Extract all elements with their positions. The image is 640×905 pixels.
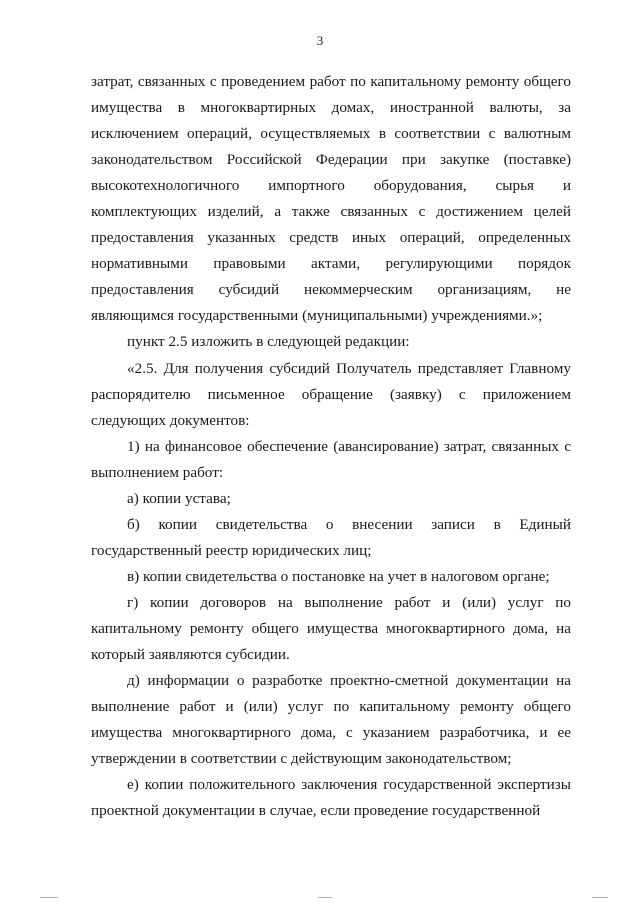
paragraph-clause-2-5: «2.5. Для получения субсидий Получатель представляет Главному распорядителю письменное обращение (заявку) с приложением следующих документов: <box>91 359 571 429</box>
scan-mark <box>592 897 608 898</box>
paragraph-item-a: а) копии устава; <box>127 489 231 507</box>
document-body <box>91 69 571 824</box>
paragraph-item-1: 1) на финансовое обеспечение (авансирование) затрат, связанных с выполнением работ: <box>91 437 571 481</box>
scan-edge-marks <box>0 897 640 901</box>
paragraph-clause-2-5-instruction: пункт 2.5 изложить в следующей редакции: <box>127 333 410 351</box>
scan-mark <box>40 897 58 898</box>
paragraph-item-v: в) копии свидетельства о постановке на учет в налоговом органе; <box>127 567 550 585</box>
page-number: 3 <box>316 33 324 48</box>
paragraph-item-b: б) копии свидетельства о внесении записи в Единый государственный реестр юридических лиц; <box>91 515 571 559</box>
paragraph-item-g: г) копии договоров на выполнение работ и (или) услуг по капитальному ремонту общего имущества многоквартирного дома, на который заявляются субсидии. <box>91 593 571 664</box>
paragraph-item-d: д) информации о разработке проектно-сметной документации на выполнение работ и (или) услуг по капитальному ремонту общего имущества многоквартирного дома, с указанием разработчика, и ее утверждении в соответствии с действующим законодательством; <box>91 672 571 768</box>
scan-mark <box>318 897 332 898</box>
paragraph-item-e: е) копии положительного заключения государственной экспертизы проектной документации в случае, если проведение государственной <box>91 776 571 820</box>
paragraph-continuation: затрат, связанных с проведением работ по капитальному ремонту общего имущества в многоквартирных домах, иностранной валюты, за исключением операций, осуществляемых в соответствии с валютным законодательством Российской Федерации при закупке (поставке) высокотехнологичного импортного оборудования, сырья и комплектующих изделий, а также связанных с достижением целей предоставления указанных средств иных операций, определенных нормативными правовыми актами, регулирующими порядок предоставления субсидий некоммерческим организациям, не являющимся государственными (муниципальными) учреждениями.»; <box>91 73 571 325</box>
